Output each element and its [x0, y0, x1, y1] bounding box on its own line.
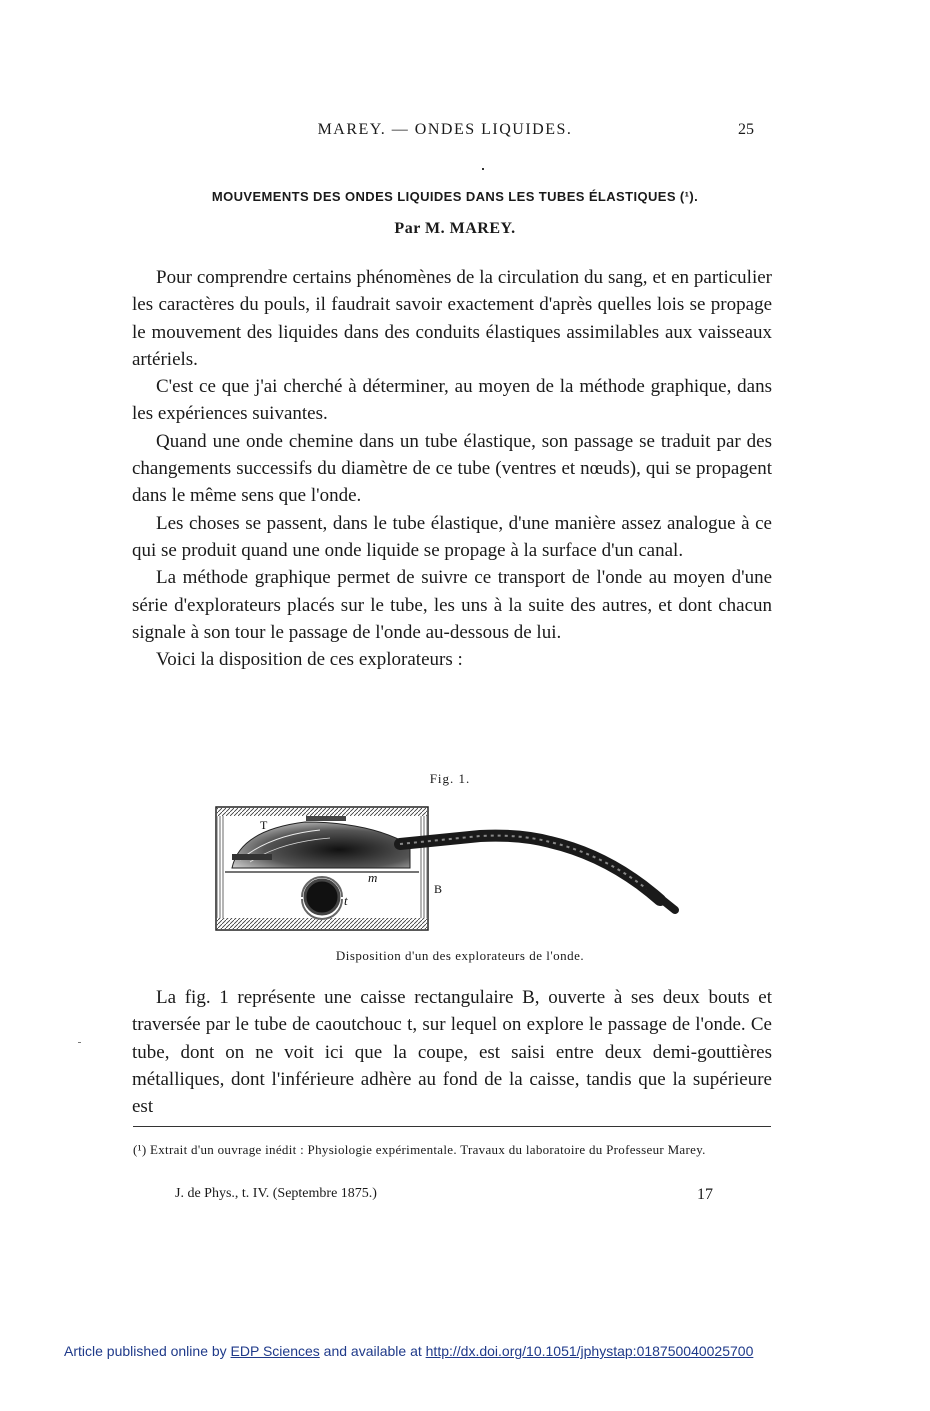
publisher-prefix: Article published online by: [64, 1343, 231, 1359]
body-text-before-figure: [132, 264, 772, 673]
running-title: MAREY. — ONDES LIQUIDES.: [317, 121, 573, 138]
figure-explorer-illustration: [210, 800, 680, 935]
doi-link[interactable]: http://dx.doi.org/10.1051/jphystap:018750040025700: [425, 1343, 754, 1359]
publisher-middle: and available at: [319, 1343, 426, 1359]
paragraph: La fig. 1 représente une caisse rectangulaire B, ouverte à ses deux bouts et traversée par le tube de caoutchouc t, sur lequel on explore le passage de l'onde. Ce tube, dont on ne voit ici que la coupe, est saisi entre deux demi-gouttières métalliques, dont l'inférieure adhère au fond de la caisse, tandis que la supérieure est: [132, 987, 772, 1118]
case-left-wall: [217, 816, 225, 918]
footnote: (¹) Extrait d'un ouvrage inédit : Physiologie expérimentale. Travaux du laboratoire du Professeur Marey.: [133, 1142, 706, 1157]
case-top-wall: [217, 808, 427, 816]
paragraph: Voici la disposition de ces explorateurs :: [156, 649, 463, 671]
label-m: m: [368, 870, 378, 885]
journal-citation: J. de Phys., t. IV. (Septembre 1875.): [175, 1186, 377, 1201]
publisher-line: [64, 1343, 864, 1359]
paragraph: Quand une onde chemine dans un tube élastique, son passage se traduit par des changements successifs du diamètre de ce tube (ventres et nœuds), qui se propagent dans le même sens que l'onde.: [132, 430, 772, 507]
body-text-after-figure: [132, 984, 772, 1120]
paragraph: La méthode graphique permet de suivre ce transport de l'onde au moyen d'une série d'explorateurs placés sur le tube, les uns à la suite des autres, et dont chacun signale à son tour le passage de l'onde au-dessous de lui.: [132, 567, 772, 643]
footnote-divider: [133, 1126, 771, 1127]
ink-dot: [482, 168, 484, 170]
label-B: B: [434, 882, 443, 896]
drum-dome: [232, 822, 410, 868]
case-right-wall: [419, 816, 427, 918]
publisher-link[interactable]: EDP Sciences: [230, 1343, 320, 1359]
label-T: T: [260, 818, 268, 832]
page-number: 25: [738, 121, 754, 138]
tube-cross-section: [305, 880, 339, 914]
article-title: MOUVEMENTS DES ONDES LIQUIDES DANS LES TUBES ÉLASTIQUES (¹).: [211, 189, 699, 204]
paragraph: Les choses se passent, dans le tube élastique, d'une manière assez analogue à ce qui se produit quand une onde liquide se propage à la surface d'un canal.: [132, 512, 772, 561]
figure-label: Fig. 1.: [429, 771, 471, 786]
margin-mark: [78, 1042, 81, 1043]
running-head: [0, 121, 930, 141]
explorer-drawing: [210, 800, 680, 935]
signature-mark: 17: [697, 1186, 713, 1203]
paragraph: Pour comprendre certains phénomènes de la circulation du sang, et en particulier les caractères du pouls, il faudrait savoir exactement d'après quelles lois se propage le mouvement des liquides dans des conduits élastiques assimilables aux vaisseaux artériels.: [132, 267, 772, 370]
figure-caption: Disposition d'un des explorateurs de l'onde.: [335, 948, 585, 963]
label-t: t: [344, 893, 348, 908]
byline: Par M. MAREY.: [394, 220, 516, 237]
paragraph: C'est ce que j'ai cherché à déterminer, au moyen de la méthode graphique, dans les expériences suivantes.: [132, 376, 772, 425]
